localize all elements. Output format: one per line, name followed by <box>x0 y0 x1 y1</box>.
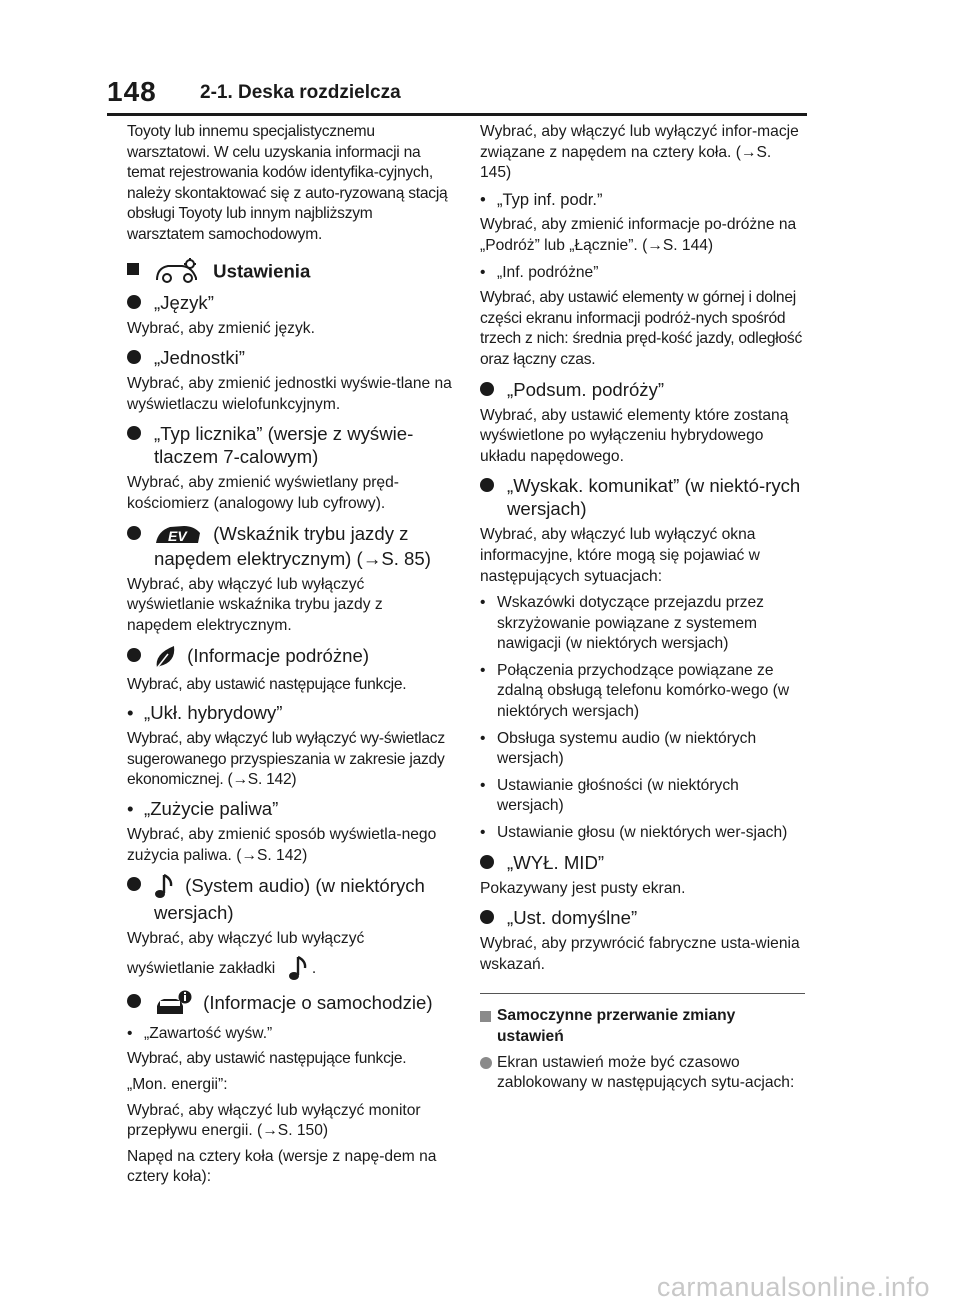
audio-desc-1: Wybrać, aby włączyć lub wyłączyć <box>127 930 365 948</box>
popup-item-text: Ustawianie głosu (w niektórych wer-sjach) <box>497 824 788 842</box>
round-bullet <box>127 426 141 440</box>
fuel-desc: Wybrać, aby zmienić sposób wyświetla-nego zużycia paliwa. (→S. 142) <box>127 825 437 864</box>
units-heading <box>127 346 452 369</box>
trip-info-item: • „Inf. podróżne” <box>480 263 599 281</box>
hybrid-item: • „Ukł. hybrydowy” <box>127 702 283 724</box>
popup-item-text: Ustawianie głośności (w niektórych wersjach) <box>497 776 739 815</box>
music-note-icon <box>154 873 174 901</box>
round-bullet <box>127 350 141 364</box>
trip-title: (Informacje podróżne) <box>187 644 370 666</box>
square-bullet <box>480 1011 491 1022</box>
trip-heading <box>127 644 452 670</box>
page-header <box>0 0 960 120</box>
left-column <box>127 122 452 1193</box>
fuel-item: • „Zużycie paliwa” <box>127 797 279 819</box>
contents-item: • „Zawartość wyśw.” <box>127 1024 273 1042</box>
popup-list-item: • Połączenia przychodzące powiązane ze zdalną obsługą telefonu komórko-wego (w niektórych wersjach) <box>480 661 790 721</box>
round-bullet <box>480 855 494 869</box>
audio-heading <box>127 873 452 924</box>
leaf-icon <box>154 644 176 670</box>
lang-heading <box>127 291 452 314</box>
settings-heading-label: Ustawienia <box>213 260 311 282</box>
awd-cont: Wybrać, aby włączyć lub wyłączyć infor-macje związane z napędem na cztery koła. (→S. 145) <box>480 123 799 182</box>
popup-item-text: Połączenia przychodzące powiązane ze zdalną obsługą telefonu komórko-wego (w niektórych wersjach) <box>497 661 790 721</box>
vehicle-heading <box>127 990 452 1018</box>
ev-heading <box>127 522 452 570</box>
default-title: „Ust. domyślne” <box>507 907 638 929</box>
round-bullet <box>127 295 141 309</box>
note-title: Samoczynne przerwanie zmiany ustawień <box>497 1007 736 1045</box>
audio-desc-2-text: wyświetlanie zakładki <box>127 959 276 977</box>
popup-title: „Wyskak. komunikat” (w niektó-rych wersjach) <box>507 475 801 520</box>
round-bullet <box>127 877 141 891</box>
round-bullet <box>480 910 494 924</box>
summary-title: „Podsum. podróży” <box>507 378 665 400</box>
vehicle-title: (Informacje o samochodzie) <box>203 991 433 1013</box>
section-title: 2-1. Deska rozdzielcza <box>200 82 401 103</box>
svg-text:EV: EV <box>168 527 187 544</box>
intro-paragraph: Toyoty lub innemu specjalistycznemu warsztatowi. W celu uzyskania informacji na temat rejestrowania kodów identyfika-cyjnych, należy skontaktować się z auto-ryzowaną stacją obsługi Toyoty lub innym najbliższym warsztatem samochodowym. <box>127 123 448 243</box>
right-column <box>480 122 805 1099</box>
hybrid-title: „Ukł. hybrydowy” <box>144 702 283 724</box>
lang-title: „Język” <box>154 291 214 313</box>
settings-heading <box>127 258 452 284</box>
fuel-title: „Zużycie paliwa” <box>144 797 279 819</box>
trip-desc: Wybrać, aby ustawić następujące funkcje. <box>127 675 407 693</box>
meter-desc: Wybrać, aby zmienić wyświetlany pręd-kościomierz (analogowy lub cyfrowy). <box>127 474 399 513</box>
mid-off-heading <box>480 851 805 874</box>
watermark: carmanualsonline.info <box>656 1272 930 1302</box>
page-number: 148 <box>107 76 157 107</box>
mid-off-desc: Pokazywany jest pusty ekran. <box>480 879 686 897</box>
trip-type-desc: Wybrać, aby zmienić informacje po-dróżne na „Podróż” lub „Łącznie”. (→S. 144) <box>480 216 797 254</box>
popup-list-item: • Obsługa systemu audio (w niektórych wersjach) <box>480 729 757 768</box>
ev-icon <box>154 523 202 547</box>
round-bullet <box>127 994 141 1008</box>
popup-list-item: • Wskazówki dotyczące przejazdu przez skrzyżowanie powiązane z systemem nawigacji (w niektórych wersjach) <box>480 594 764 653</box>
default-desc: Wybrać, aby przywrócić fabryczne usta-wienia wskazań. <box>480 935 800 973</box>
trip-type-item: • „Typ inf. podr.” <box>480 190 603 209</box>
meter-title: „Typ licznika” (wersje z wyświe-tlaczem 7-calowym) <box>154 423 414 468</box>
car-info-icon <box>154 990 192 1018</box>
meter-heading <box>127 422 452 468</box>
music-note-icon <box>288 955 308 983</box>
popup-item-text: Obsługa systemu audio (w niektórych wersjach) <box>497 729 757 768</box>
ev-desc: Wybrać, aby włączyć lub wyłączyć wyświetlanie wskaźnika trybu jazdy z napędem elektrycznym. <box>127 575 383 634</box>
trip-type-title: „Typ inf. podr.” <box>497 190 603 209</box>
note-bullet <box>480 1053 805 1094</box>
audio-title: (System audio) (w niektórych wersjach) <box>154 875 425 924</box>
popup-heading <box>480 474 805 520</box>
summary-heading <box>480 378 805 401</box>
square-bullet <box>127 263 139 275</box>
popup-desc: Wybrać, aby włączyć lub wyłączyć okna informacyjne, które mogą się pojawiać w następujących sytuacjach: <box>480 526 760 585</box>
trip-info-title: „Inf. podróżne” <box>497 263 599 281</box>
round-bullet <box>480 1057 492 1069</box>
units-title: „Jednostki” <box>154 347 245 369</box>
contents-desc: Wybrać, aby ustawić następujące funkcje. <box>127 1050 407 1068</box>
default-heading <box>480 906 805 929</box>
audio-desc-end: . <box>311 959 317 977</box>
energy-title: „Mon. energii”: <box>127 1075 228 1093</box>
popup-list-item: • Ustawianie głosu (w niektórych wer-sjach) <box>480 824 788 842</box>
mid-off-title: „WYŁ. MID” <box>507 851 605 873</box>
audio-desc-2 <box>127 955 452 983</box>
lang-desc: Wybrać, aby zmienić język. <box>127 319 315 337</box>
awd-desc: Napęd na cztery koła (wersje z napę-dem na cztery koła): <box>127 1147 437 1186</box>
trip-info-desc: Wybrać, aby ustawić elementy w górnej i dolnej części ekranu informacji podróż-nych spośród trzech z nich: średnia pręd-kość jazdy, odległość oraz łączny czas. <box>480 289 803 368</box>
units-desc: Wybrać, aby zmienić jednostki wyświe-tlane na wyświetlaczu wielofunkcyjnym. <box>127 375 452 413</box>
ev-title: (Wskaźnik trybu jazdy z napędem elektrycznym) (→S. 85) <box>154 522 431 569</box>
hybrid-desc: Wybrać, aby włączyć lub wyłączyć wy-świetlacz sugerowanego przyspieszania w zakresie jazdy ekonomicznej. (→S. 142) <box>127 730 445 789</box>
energy-desc: Wybrać, aby włączyć lub wyłączyć monitor przepływu energii. (→S. 150) <box>127 1101 421 1140</box>
contents-title: „Zawartość wyśw.” <box>144 1024 273 1042</box>
round-bullet <box>480 382 494 396</box>
round-bullet <box>480 478 494 492</box>
header-rule <box>107 113 807 116</box>
round-bullet <box>127 526 141 540</box>
note-rule <box>480 993 805 994</box>
round-bullet <box>127 648 141 662</box>
note-text: Ekran ustawień może być czasowo zablokowany w następujących sytu-acjach: <box>497 1053 795 1092</box>
note-heading <box>480 1006 805 1047</box>
popup-list-item: • Ustawianie głośności (w niektórych wersjach) <box>480 776 739 815</box>
popup-item-text: Wskazówki dotyczące przejazdu przez skrzyżowanie powiązane z systemem nawigacji (w niektórych wersjach) <box>497 594 764 653</box>
summary-desc: Wybrać, aby ustawić elementy które zostaną wyświetlone po wyłączeniu hybrydowego układu napędowego. <box>480 406 789 465</box>
gear-car-icon <box>154 258 202 284</box>
